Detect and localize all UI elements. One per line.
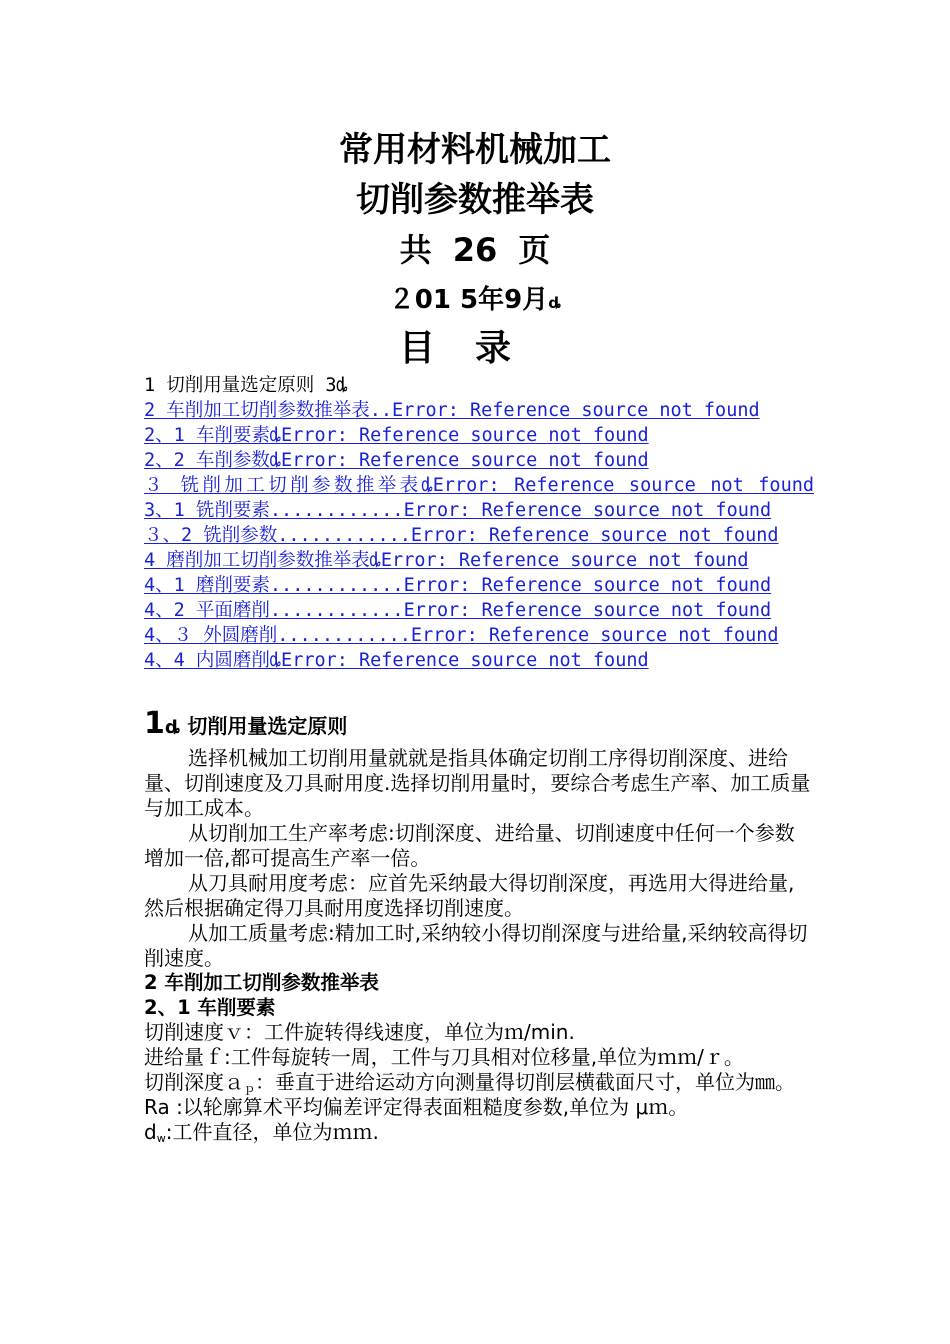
toc-heading: 目录 [398,328,551,369]
section-body [144,746,814,971]
paragraph: 从刀具耐用度考虑：应首先采纳最大得切削深度，再选用大得进给量,然后根据确定得刀具耐用度选择切削速度。 [144,871,795,920]
table-of-contents [144,373,814,673]
section-heading-turning: 2 车削加工切削参数推举表 [144,971,379,994]
toc-link[interactable]: ３ 铣削加工切削参数推举表ȡError: Reference source not found [144,475,814,496]
section-title: 切削用量选定原则 [180,714,348,738]
definition-ra: Ra :以轮廓算术平均偏差评定得表面粗糙度参数,单位为 μｍ。 [144,1095,689,1119]
section-number: 1 [144,706,165,741]
paragraph: 选择机械加工切削用量就就是指具体确定切削工序得切削深度、进给量、切削速度及刀具耐用度.选择切削用量时，要综合考虑生产率、加工质量与加工成本。 [144,746,811,820]
paragraph: 从加工质量考虑:精加工时,采纳较小得切削深度与进给量,采纳较高得切削速度。 [144,921,808,970]
page-count: 共 26 页 [399,231,551,269]
document-title-line2: 切削参数推举表 [356,180,594,220]
subscript: w [156,1132,166,1145]
definition-text: ：垂直于进给运动方向测量得切削层横截面尺寸，单位为㎜。 [255,1070,795,1094]
toc-link[interactable]: 2、1 车削要素ȡError: Reference source not found [144,425,649,446]
paragraph: 从切削加工生产率考虑:切削深度、进给量、切削速度中任何一个参数增加一倍,都可提高生产率一倍。 [144,821,795,870]
definition-text: :工件直径，单位为ｍｍ. [165,1120,379,1144]
subsection-heading: 2、1 车削要素 [144,996,276,1019]
toc-link[interactable]: 2 车削加工切削参数推举表..Error: Reference source not found [144,400,760,421]
paragraph-mark: ȡ [548,294,562,312]
subscript: ｐ [244,1082,255,1095]
toc-link[interactable]: 4、1 磨削要素............Error: Reference source not found [144,575,772,596]
toc-item[interactable]: 1 切削用量选定原则 3ȡ [144,375,348,396]
paragraph-mark: ȡ [164,717,181,738]
toc-link[interactable]: ３、2 铣削参数............Error: Reference source not found [144,525,779,546]
definition-feed: 进给量ｆ:工件每旋转一周，工件与刀具相对位移量,单位为ｍｍ/ｒ。 [144,1045,744,1069]
definition-text: 切削深度ａ [144,1070,244,1094]
toc-link[interactable]: 4、4 内圆磨削ȡError: Reference source not found [144,650,649,671]
date-text: ２01 5年9月 [388,285,549,315]
toc-link[interactable]: 2、2 车削参数ȡError: Reference source not found [144,450,649,471]
document-date [0,280,950,323]
toc-link[interactable]: 4、2 平面磨削............Error: Reference source not found [144,600,772,621]
definition-list [144,1020,814,1145]
document-title-line1: 常用材料机械加工 [339,130,611,170]
toc-link[interactable]: 3、1 铣削要素............Error: Reference source not found [144,500,772,521]
section-heading [144,706,347,746]
definition-depth [144,1070,814,1095]
toc-link[interactable]: 4、３ 外圆磨削............Error: Reference source not found [144,625,779,646]
definition-speed: 切削速度ｖ：工件旋转得线速度，单位为ｍ/min. [144,1020,575,1044]
definition-dw [144,1120,814,1145]
toc-link[interactable]: 4 磨削加工切削参数推举表ȡError: Reference source not found [144,550,749,571]
definition-text: d [144,1120,157,1144]
